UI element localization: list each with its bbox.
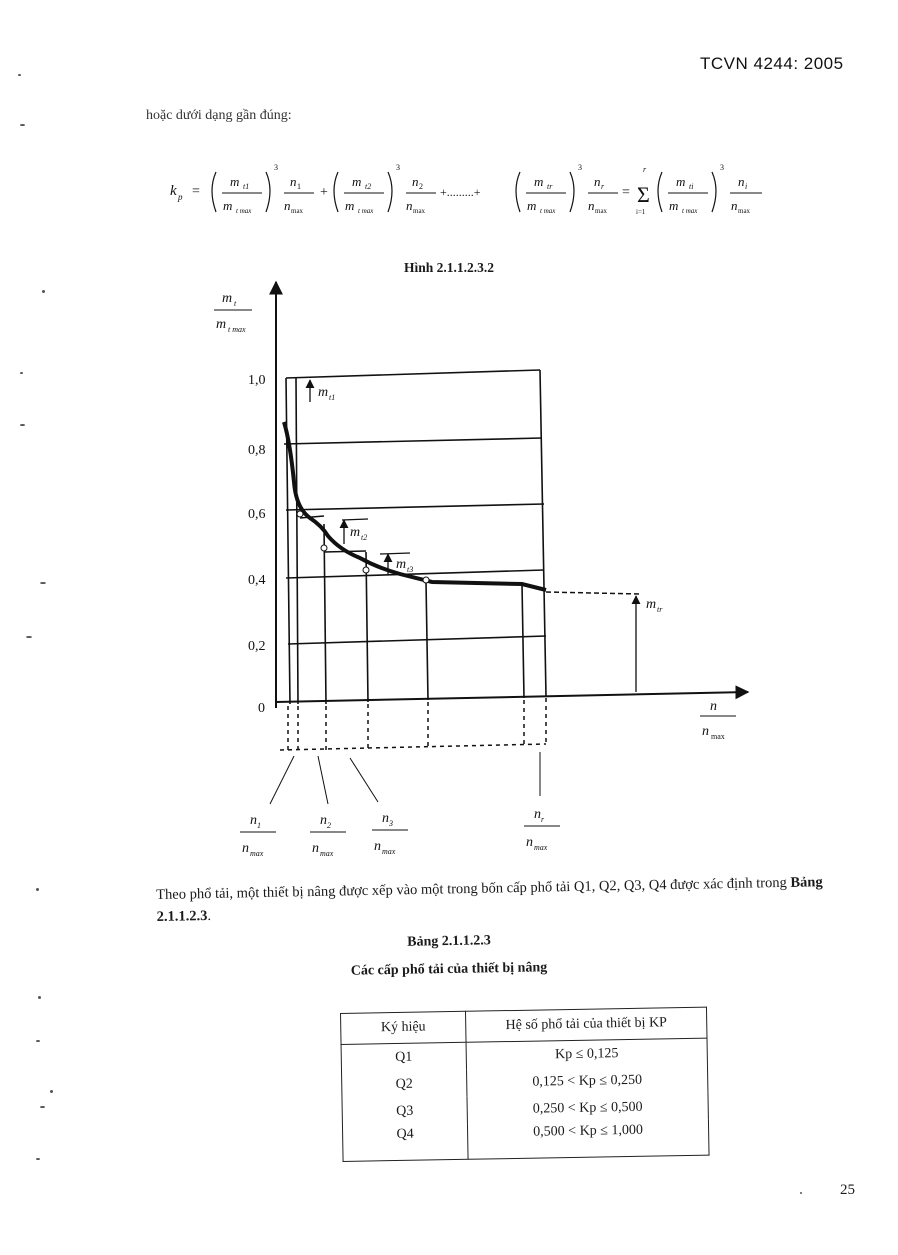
- mt2-label: m: [350, 525, 361, 540]
- curve-point-1: [297, 511, 303, 517]
- formula-n1-sub: 1: [297, 182, 301, 191]
- formula-m2: m: [352, 174, 362, 189]
- load-spectrum-diagram: [200, 272, 760, 872]
- formula-nmax-2: n: [406, 198, 413, 213]
- cell-range: 0,125 < Kp ≤ 0,250: [467, 1066, 708, 1097]
- mt3-label-sub: t3: [407, 565, 414, 574]
- scan-speck: [36, 1040, 40, 1042]
- cell-class: Q1: [341, 1042, 466, 1072]
- formula-nr: n: [594, 174, 601, 189]
- label-n1-num: n: [250, 813, 257, 828]
- scan-speck: [26, 636, 32, 638]
- mt2-label-sub: t2: [361, 533, 368, 542]
- label-nr-den-sub: max: [534, 843, 548, 852]
- figure-title: Hình 2.1.1.2.3.2: [403, 260, 495, 275]
- formula-mmax-r-sub: t max: [540, 207, 556, 215]
- formula-nmax-i-sub: max: [738, 207, 751, 215]
- scan-speck: [38, 996, 41, 999]
- formula-m2-sub: t2: [365, 182, 372, 191]
- mt1-label-sub: t1: [329, 393, 336, 402]
- mtr-label: m: [646, 597, 657, 612]
- header-coefficient: Hệ số phổ tải của thiết bị KP: [465, 1007, 707, 1042]
- label-n3-num-sub: 3: [389, 819, 393, 828]
- label-n2-den-sub: max: [320, 849, 334, 858]
- formula-nmax-2-sub: max: [413, 207, 426, 215]
- formula-nmax-r-sub: max: [595, 207, 608, 215]
- x-axis-label-den: n: [702, 724, 709, 739]
- formula-power-2: 3: [396, 163, 400, 172]
- diagram-grid: [284, 370, 546, 704]
- header-symbol: Ký hiệu: [341, 1011, 467, 1044]
- formula-sum-from: i=1: [636, 208, 646, 216]
- scan-speck: [20, 424, 25, 426]
- label-n1-den-sub: max: [250, 849, 264, 858]
- label-n2-den: n: [312, 841, 319, 856]
- label-n3-den-sub: max: [382, 847, 396, 856]
- formula-n2-sub: 2: [419, 182, 423, 191]
- formula-mr-sub: tr: [547, 182, 553, 191]
- formula-mmax-i: m: [669, 198, 679, 213]
- y-axis-label-num-sub: t: [234, 299, 237, 308]
- formula-mmax-1-sub: t max: [236, 207, 252, 215]
- scan-speck: [36, 1158, 40, 1160]
- formula-ellipsis: +.........+: [440, 185, 481, 199]
- formula-mmax-i-sub: t max: [682, 207, 698, 215]
- formula-nr-sub: r: [601, 182, 605, 191]
- y-axis-label-num: m: [222, 291, 233, 306]
- load-spectrum-class-table: [340, 1007, 710, 1162]
- bottom-fraction-labels: [240, 807, 560, 858]
- table-subtitle: Các cấp phổ tải của thiết bị nâng: [350, 960, 548, 979]
- lower-dashed-lines: [280, 698, 546, 750]
- curve-point-2: [321, 545, 327, 551]
- cell-class: Q2: [342, 1070, 467, 1099]
- scan-speck: [18, 74, 21, 76]
- x-axis: [276, 692, 748, 702]
- scan-speck: [20, 372, 23, 374]
- label-n1-num-sub: 1: [257, 821, 261, 830]
- formula-m1-sub: t1: [243, 182, 250, 191]
- paragraph-table-ref: Bảng 2.1.1.2.3: [156, 874, 823, 925]
- scan-speck: [36, 888, 39, 891]
- mtr-label-sub: tr: [657, 605, 663, 614]
- formula-mi: m: [676, 174, 686, 189]
- x-axis-label-num: n: [710, 699, 717, 714]
- formula-nmax-r: n: [588, 198, 595, 213]
- formula-mmax-2-sub: t max: [358, 207, 374, 215]
- cell-range: 0,500 < Kp ≤ 1,000: [467, 1120, 709, 1160]
- y-tick-0-6: 0,6: [248, 507, 266, 522]
- formula-equals: =: [192, 184, 200, 199]
- label-nr-den: n: [526, 835, 533, 850]
- y-tick-0-2: 0,2: [248, 639, 266, 654]
- leader-lines: [270, 752, 540, 804]
- scan-speck: [40, 1106, 45, 1108]
- formula-mmax-1: m: [223, 198, 233, 213]
- scan-speck: [42, 290, 45, 293]
- scan-speck: [800, 1192, 802, 1194]
- paragraph-end: .: [207, 907, 212, 925]
- formula-sum: Σ: [637, 182, 650, 207]
- paragraph-text: Theo phổ tải, một thiết bị nâng được xếp vào một trong bốn cấp phổ tải Q1, Q2, Q3, Q4 được xác định trong: [156, 874, 791, 903]
- table-title: Bảng 2.1.1.2.3: [407, 933, 491, 950]
- intro-text: hoặc dưới dạng gần đúng:: [146, 108, 292, 123]
- formula-mi-sub: ti: [689, 182, 694, 191]
- formula-n1: n: [290, 174, 297, 189]
- label-nr-num: n: [534, 807, 541, 822]
- x-axis-label-den-sub: max: [711, 732, 725, 741]
- y-tick-0-8: 0,8: [248, 443, 266, 458]
- formula-lhs: k: [170, 183, 177, 199]
- y-axis-label-den: m: [216, 317, 227, 332]
- formula-ni-sub: i: [745, 182, 748, 191]
- mt1-label: m: [318, 385, 329, 400]
- formula-mmax-r: m: [527, 198, 537, 213]
- formula-mmax-2: m: [345, 198, 355, 213]
- scan-speck: [50, 1090, 53, 1093]
- label-n3-num: n: [382, 811, 389, 826]
- cell-range: 0,250 < Kp ≤ 0,500: [467, 1093, 708, 1124]
- label-n1-den: n: [242, 841, 249, 856]
- mt3-label: m: [396, 557, 407, 572]
- label-n2-num-sub: 2: [327, 821, 331, 830]
- formula-lhs-sub: p: [178, 192, 183, 202]
- load-spectrum-formula: [170, 158, 780, 220]
- formula-ni: n: [738, 174, 745, 189]
- load-spectrum-curve: [284, 422, 546, 590]
- y-axis-label-den-sub: t max: [228, 325, 246, 334]
- curve-point-3: [363, 567, 369, 573]
- y-tick-0: 0: [258, 701, 265, 716]
- standard-code: TCVN 4244: 2005: [700, 54, 844, 73]
- formula-nmax-1-sub: max: [291, 207, 304, 215]
- cell-class: Q3: [342, 1097, 467, 1126]
- formula-plus: +: [320, 185, 328, 200]
- y-tick-0-4: 0,4: [248, 573, 266, 588]
- formula-nmax-1: n: [284, 198, 291, 213]
- label-n2-num: n: [320, 813, 327, 828]
- formula-n2: n: [412, 174, 419, 189]
- formula-m1: m: [230, 174, 240, 189]
- cell-range: Kp ≤ 0,125: [466, 1038, 707, 1070]
- table-row: [342, 1120, 709, 1162]
- formula-mr: m: [534, 174, 544, 189]
- cell-class: Q4: [342, 1124, 468, 1162]
- classification-paragraph: [156, 871, 857, 928]
- formula-equals-2: =: [622, 185, 630, 200]
- formula-power-1: 3: [274, 163, 278, 172]
- y-tick-1-0: 1,0: [248, 373, 266, 388]
- label-nr-num-sub: r: [541, 815, 545, 824]
- mtr-guide: [546, 592, 640, 594]
- formula-power-r: 3: [578, 163, 582, 172]
- curve-point-4: [423, 577, 429, 583]
- scan-speck: [20, 124, 25, 126]
- formula-sum-to: r: [643, 165, 647, 174]
- formula-nmax-i: n: [731, 198, 738, 213]
- label-n3-den: n: [374, 839, 381, 854]
- scan-speck: [40, 582, 46, 584]
- formula-power-i: 3: [720, 163, 724, 172]
- page-number: 25: [840, 1182, 855, 1198]
